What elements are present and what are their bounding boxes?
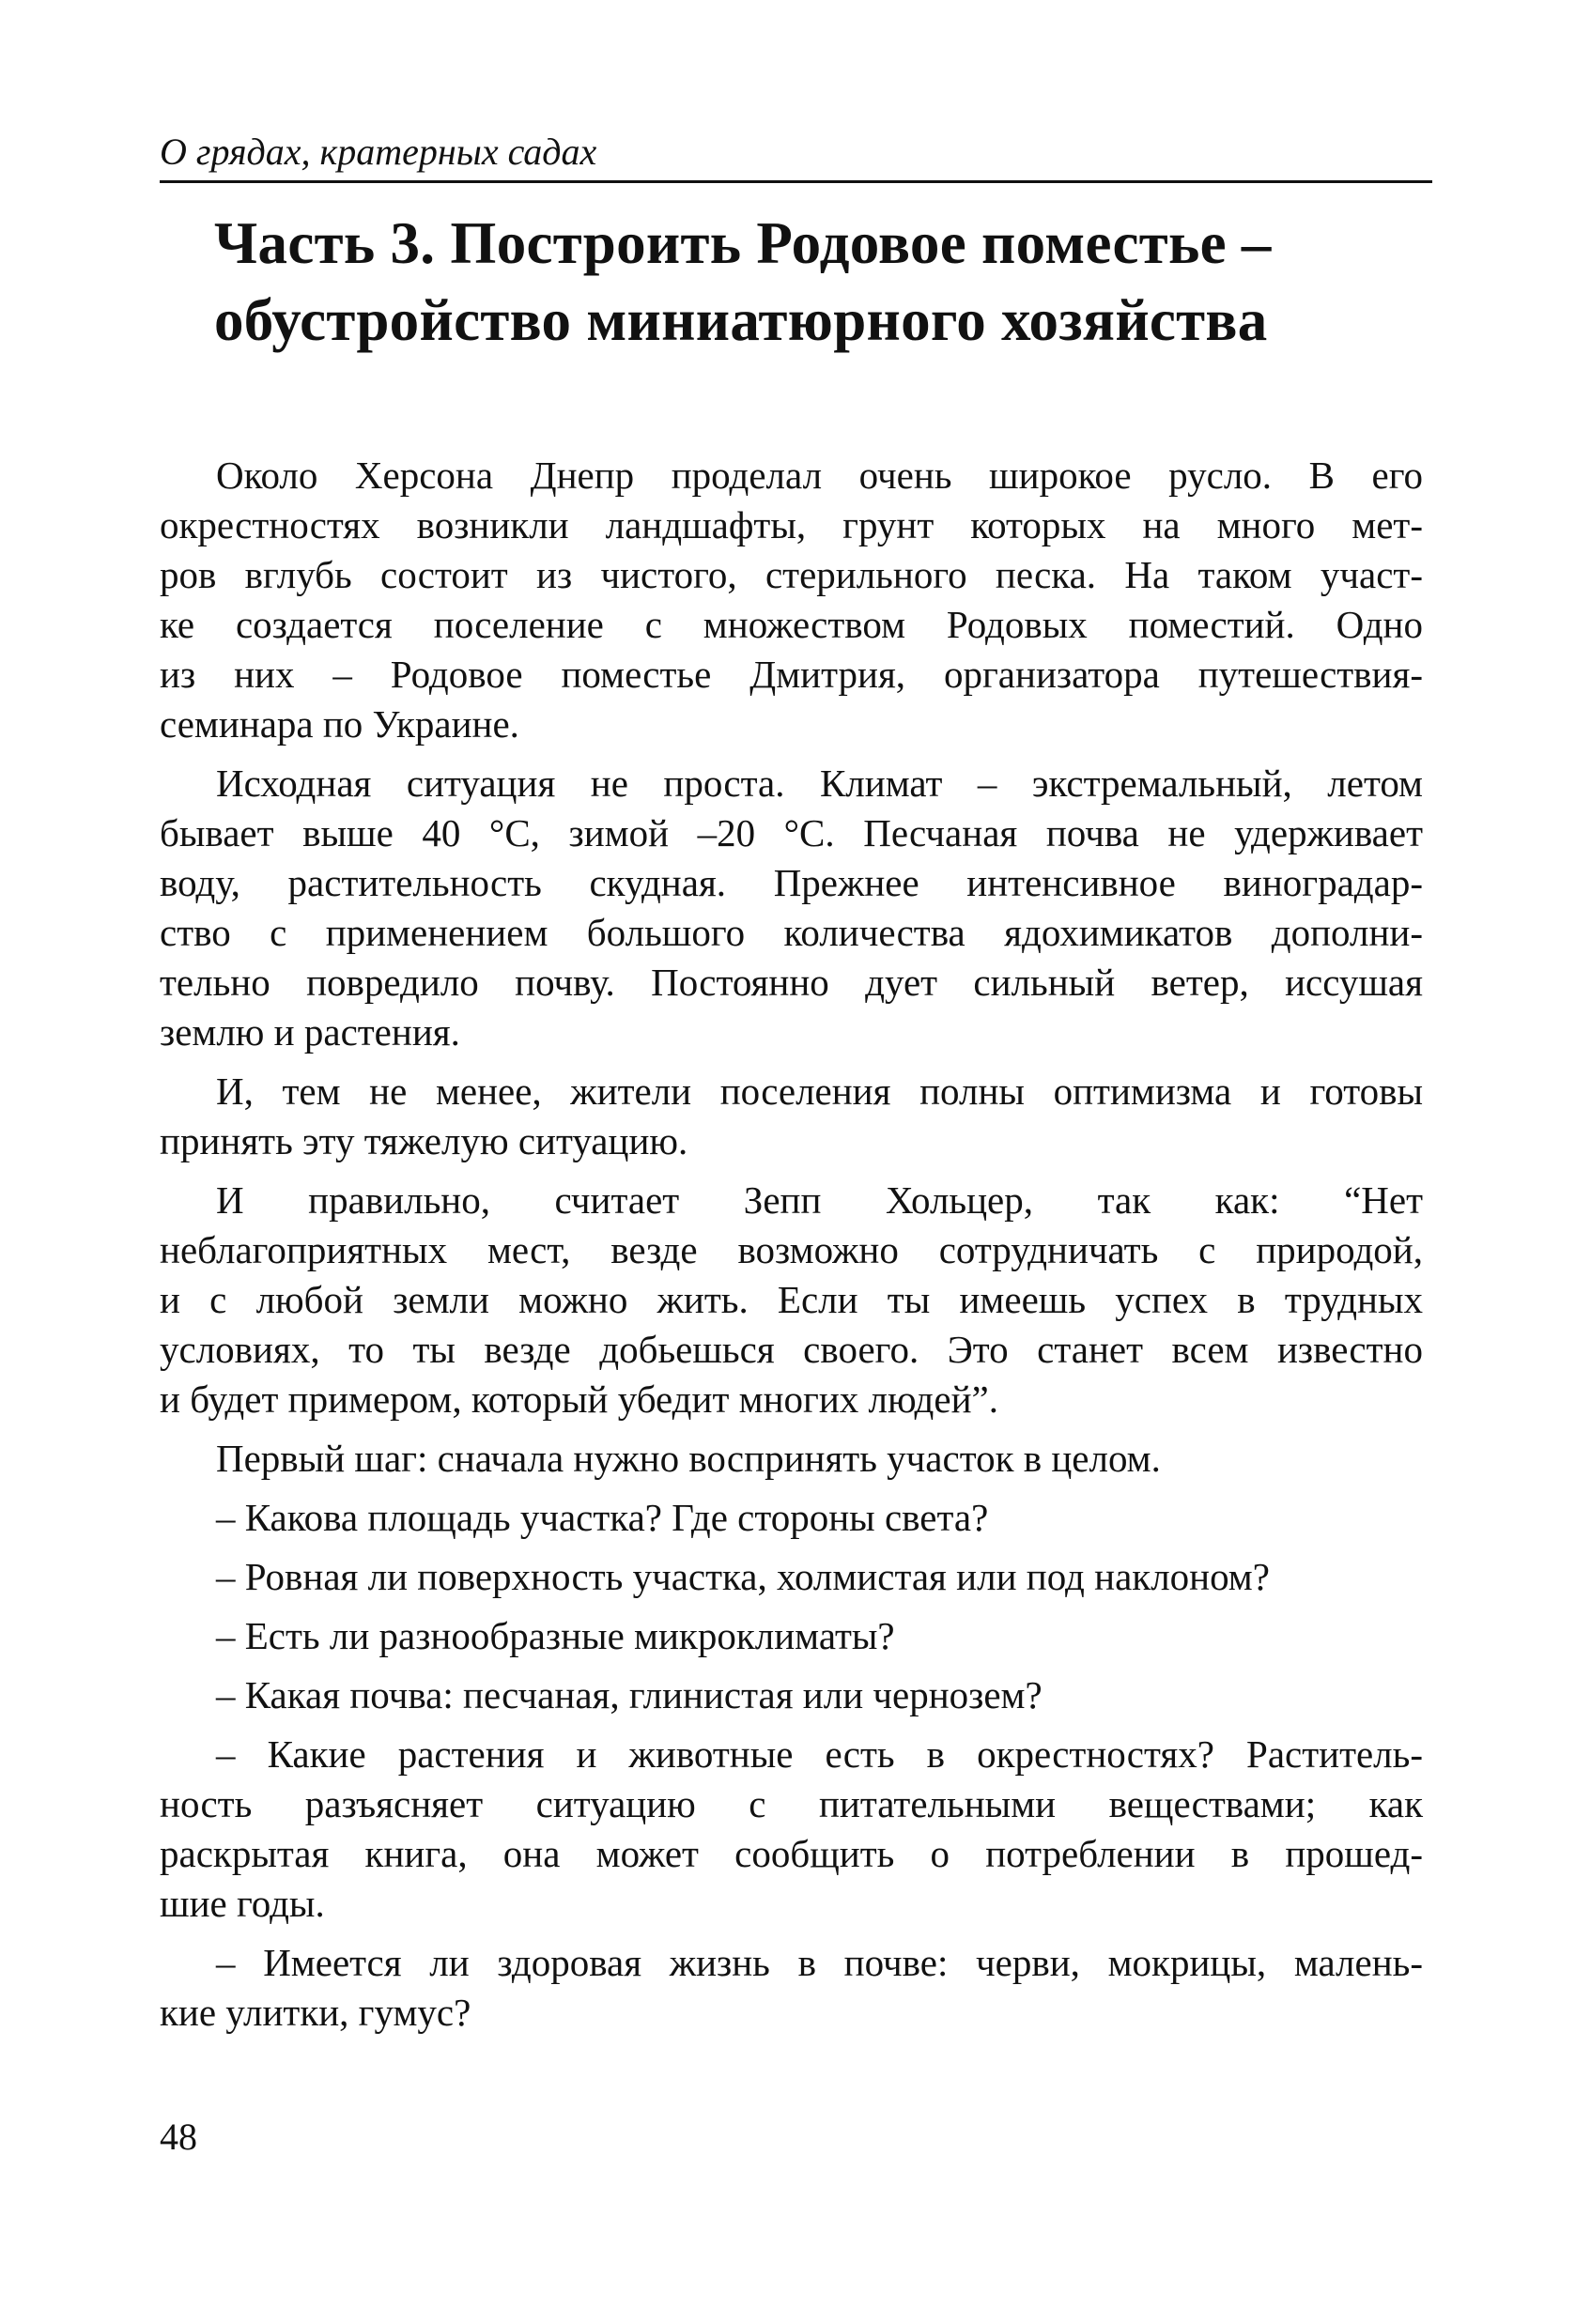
text-line: ство с применением большого количества ядохимикатов дополни-	[160, 911, 1423, 954]
chapter-title	[214, 205, 1463, 359]
text-line: неблагоприятных мест, везде возможно сотрудничать с природой,	[160, 1228, 1423, 1271]
text-line: воду, растительность скудная. Прежнее интенсивное виноградар-	[160, 861, 1423, 904]
text-line: из них – Родовое поместье Дмитрия, организатора путешествия-	[160, 653, 1423, 696]
text-line: ность разъясняет ситуацию с питательными веществами; как	[160, 1782, 1423, 1825]
text-line: землю и растения.	[160, 1010, 460, 1054]
header-rule	[160, 180, 1432, 183]
paragraph	[160, 1067, 1423, 1166]
paragraph	[160, 759, 1423, 1057]
chapter-title-line: Часть 3. Построить Родовое поместье –	[214, 210, 1272, 276]
text-line: и с любой земли можно жить. Если ты имеешь успех в трудных	[160, 1278, 1423, 1321]
text-line: семинара по Украине.	[160, 702, 519, 746]
text-line: условиях, то ты везде добьешься своего. Это станет всем известно	[160, 1328, 1423, 1371]
body-text	[160, 451, 1423, 2047]
text-line: Первый шаг: сначала нужно воспринять участок в целом.	[216, 1437, 1161, 1480]
text-line: И правильно, считает Зепп Хольцер, так как: “Нет	[216, 1178, 1423, 1222]
list-item	[160, 1730, 1423, 1929]
list-item	[160, 1493, 1423, 1543]
text-line: Исходная ситуация не проста. Климат – экстремальный, летом	[216, 762, 1423, 805]
list-item	[160, 1552, 1423, 1602]
text-line: – Есть ли разнообразные микроклиматы?	[216, 1614, 895, 1657]
chapter-title-line: обустройство миниатюрного хозяйства	[214, 287, 1268, 353]
text-line: ке создается поселение с множеством Родовых поместий. Одно	[160, 603, 1423, 646]
paragraph	[160, 451, 1423, 749]
text-line: раскрытая книга, она может сообщить о потреблении в прошед-	[160, 1832, 1423, 1875]
text-line: окрестностях возникли ландшафты, грунт которых на много мет-	[160, 503, 1423, 546]
text-line: ров вглубь состоит из чистого, стерильного песка. На таком участ-	[160, 553, 1423, 596]
text-line: тельно повредило почву. Постоянно дует сильный ветер, иссушая	[160, 961, 1423, 1004]
text-line: и будет примером, который убедит многих людей”.	[160, 1377, 998, 1421]
text-line: – Какие растения и животные есть в окрестностях? Раститель-	[216, 1732, 1423, 1776]
text-line: Около Херсона Днепр проделал очень широкое русло. В его	[216, 454, 1423, 497]
page-number: 48	[160, 2116, 197, 2158]
list-item	[160, 1938, 1423, 2038]
list-item	[160, 1611, 1423, 1661]
text-line: – Ровная ли поверхность участка, холмистая или под наклоном?	[216, 1555, 1270, 1598]
text-line: бывает выше 40 °С, зимой –20 °С. Песчаная почва не удерживает	[160, 811, 1423, 854]
paragraph	[160, 1434, 1423, 1484]
text-line: принять эту тяжелую ситуацию.	[160, 1119, 688, 1162]
paragraph	[160, 1176, 1423, 1424]
list-item	[160, 1670, 1423, 1720]
text-line: шие годы.	[160, 1882, 325, 1925]
text-line: кие улитки, гумус?	[160, 1991, 471, 2034]
text-line: – Какая почва: песчаная, глинистая или чернозем?	[216, 1673, 1043, 1716]
running-header: О грядах, кратерных садах	[160, 131, 597, 173]
text-line: И, тем не менее, жители поселения полны оптимизма и готовы	[216, 1070, 1423, 1113]
text-line: – Имеется ли здоровая жизнь в почве: черви, мокрицы, малень-	[216, 1941, 1423, 1984]
text-line: – Какова площадь участка? Где стороны света?	[216, 1496, 989, 1539]
